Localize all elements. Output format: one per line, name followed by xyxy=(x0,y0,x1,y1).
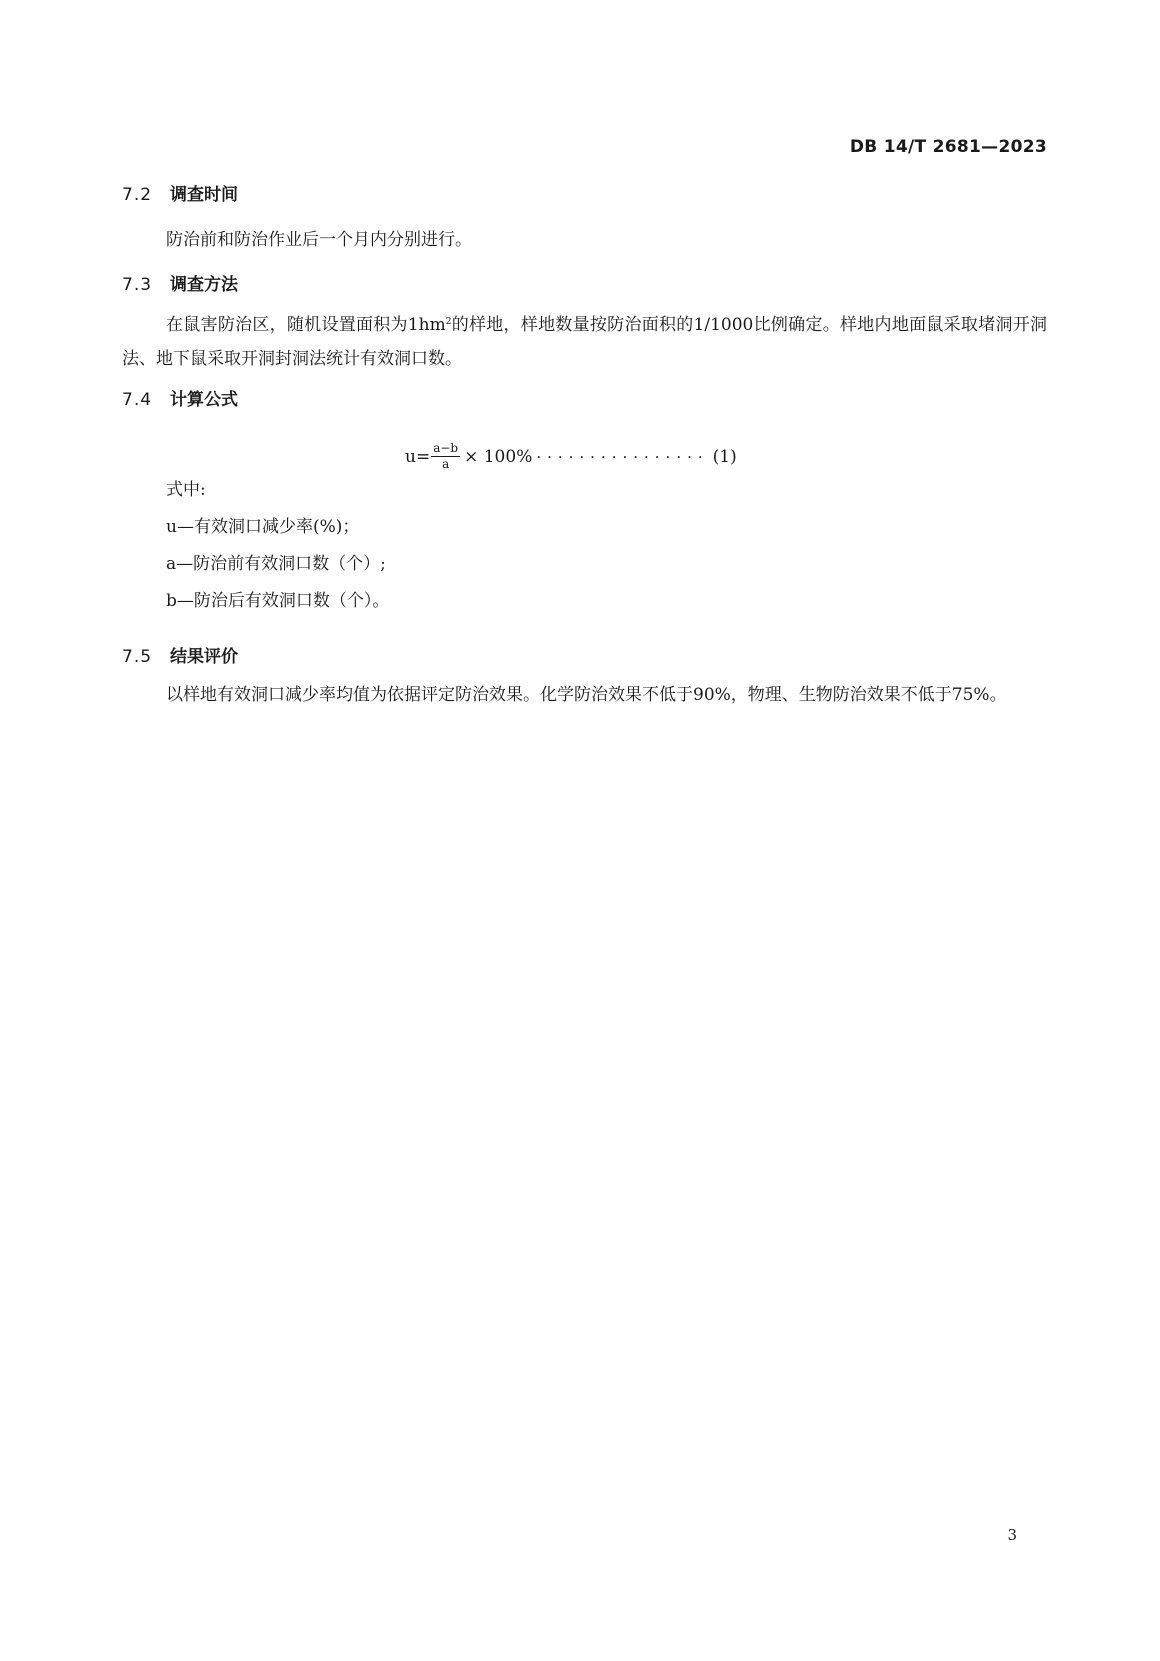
paragraph-text-part: 在鼠害防治区，随机设置面积为1hm xyxy=(166,315,446,335)
formula-lhs: u= xyxy=(405,446,431,467)
section-title: 调查方法 xyxy=(170,275,238,295)
document-code: DB 14/T 2681—2023 xyxy=(849,137,1047,157)
section-title: 计算公式 xyxy=(170,390,238,410)
superscript: 2 xyxy=(445,317,452,327)
section-title: 调查时间 xyxy=(170,185,238,205)
formula-leader-dots: ················ xyxy=(536,447,709,466)
variable-u: u—有效洞口减少率(%)； xyxy=(166,517,360,537)
formula-rhs: × 100% xyxy=(464,446,533,467)
section-heading-7-5 xyxy=(122,642,238,667)
page-number: 3 xyxy=(1007,1526,1017,1544)
formula-numerator: a−b xyxy=(431,442,460,457)
where-label: 式中: xyxy=(166,480,206,500)
formula-fraction xyxy=(431,442,460,471)
section-number: 7.4 xyxy=(122,390,153,410)
section-heading-7-4 xyxy=(122,385,238,410)
section-heading-7-2 xyxy=(122,180,238,205)
paragraph-text-part: 的样地，样地数量按防治面积的1/1000比例确定。样地内地面鼠采取堵洞开洞法、地下鼠采取开洞封洞法统计有效洞口数。 xyxy=(122,315,1047,369)
section-number: 7.3 xyxy=(122,275,153,295)
section-number: 7.5 xyxy=(122,647,153,667)
formula-denominator: a xyxy=(442,457,450,472)
section-number: 7.2 xyxy=(122,185,153,205)
formula xyxy=(405,442,737,471)
variable-a: a—防治前有效洞口数（个）; xyxy=(166,554,386,574)
section-title: 结果评价 xyxy=(170,647,238,667)
section-heading-7-3 xyxy=(122,270,238,295)
equation-number: (1) xyxy=(712,446,737,467)
section-7-3-paragraph xyxy=(122,305,1047,376)
section-7-2-text: 防治前和防治作业后一个月内分别进行。 xyxy=(166,230,472,250)
section-7-5-paragraph: 以样地有效洞口减少率均值为依据评定防治效果。化学防治效果不低于90%，物理、生物防治效果不低于75%。 xyxy=(166,685,1007,705)
variable-b: b—防治后有效洞口数（个）。 xyxy=(166,591,390,611)
